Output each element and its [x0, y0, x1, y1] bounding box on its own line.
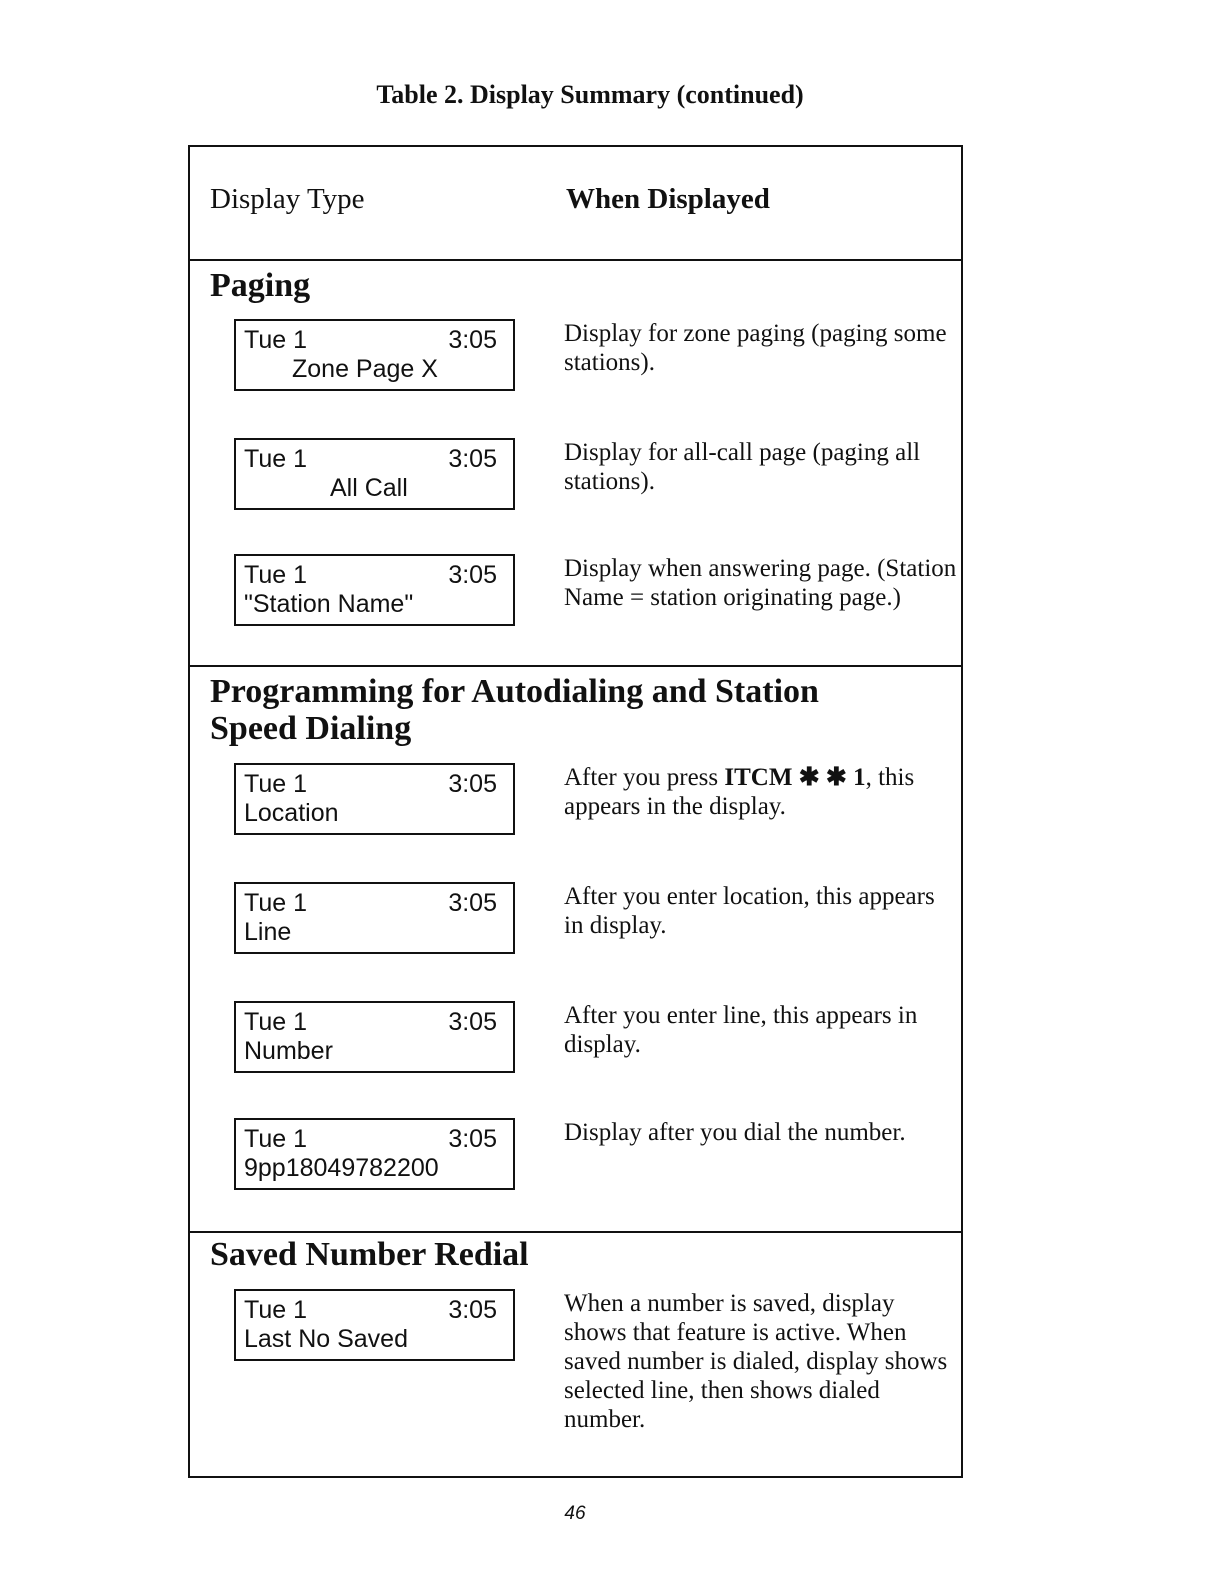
lcd-time: 3:05: [448, 1125, 497, 1153]
lcd-display: [234, 319, 515, 391]
lcd-day: Tue 1: [244, 445, 308, 473]
section-title-programming: [210, 673, 819, 747]
row-description: Display for zone paging (paging some stations).: [564, 320, 947, 376]
row-description: [564, 763, 964, 821]
lcd-time: 3:05: [448, 889, 497, 917]
lcd-message: Last No Saved: [244, 1325, 408, 1353]
lcd-message: Location: [244, 799, 339, 827]
lcd-message: All Call: [330, 474, 408, 502]
lcd-display: [234, 1001, 515, 1073]
lcd-message: Zone Page X: [292, 355, 438, 383]
page-number: 46: [564, 1503, 586, 1524]
lcd-display: [234, 554, 515, 626]
lcd-day: Tue 1: [244, 1125, 308, 1153]
lcd-message: 9pp18049782200: [244, 1154, 439, 1182]
lcd-message: Number: [244, 1037, 333, 1065]
lcd-day: Tue 1: [244, 889, 308, 917]
lcd-display: [234, 882, 515, 954]
row-description: After you enter line, this appears in display.: [564, 1002, 918, 1058]
lcd-day: Tue 1: [244, 770, 308, 798]
section-divider: [190, 1231, 961, 1233]
lcd-message: Line: [244, 918, 292, 946]
lcd-time: 3:05: [448, 1008, 497, 1036]
display-summary-table: [188, 145, 963, 1478]
lcd-time: 3:05: [448, 561, 497, 589]
desc-text: , this appears in the display.: [564, 764, 915, 820]
lcd-day: Tue 1: [244, 1008, 308, 1036]
header-when-displayed: When Displayed: [566, 183, 770, 215]
lcd-display: [234, 1118, 515, 1190]
row-description: Display when answering page. (Station Name = station originating page.): [564, 555, 957, 611]
lcd-time: 3:05: [448, 445, 497, 473]
key-sequence: ITCM ✱ ✱ 1: [724, 764, 866, 791]
header-display-type: Display Type: [210, 183, 365, 215]
section-title-line: Programming for Autodialing and Station: [210, 673, 819, 710]
section-title-saved-number-redial: Saved Number Redial: [210, 1236, 529, 1273]
section-divider: [190, 665, 961, 667]
lcd-time: 3:05: [448, 326, 497, 354]
lcd-display: [234, 763, 515, 835]
lcd-time: 3:05: [448, 1296, 497, 1324]
table-caption: Table 2. Display Summary (continued): [376, 80, 804, 109]
row-description: When a number is saved, display shows that feature is active. When saved number is dialed, display shows selected line, then shows dialed number.: [564, 1290, 948, 1433]
lcd-display: [234, 438, 515, 510]
lcd-day: Tue 1: [244, 1296, 308, 1324]
row-description: After you enter location, this appears in display.: [564, 883, 935, 939]
lcd-time: 3:05: [448, 770, 497, 798]
lcd-message: "Station Name": [244, 590, 414, 618]
lcd-day: Tue 1: [244, 561, 308, 589]
lcd-day: Tue 1: [244, 326, 308, 354]
table-header: [190, 147, 961, 261]
section-title-paging: Paging: [210, 267, 311, 304]
row-description: Display after you dial the number.: [564, 1119, 906, 1146]
section-title-line: Speed Dialing: [210, 710, 412, 747]
row-description: Display for all-call page (paging all stations).: [564, 439, 921, 495]
lcd-display: [234, 1289, 515, 1361]
desc-text: After you press: [564, 764, 725, 791]
